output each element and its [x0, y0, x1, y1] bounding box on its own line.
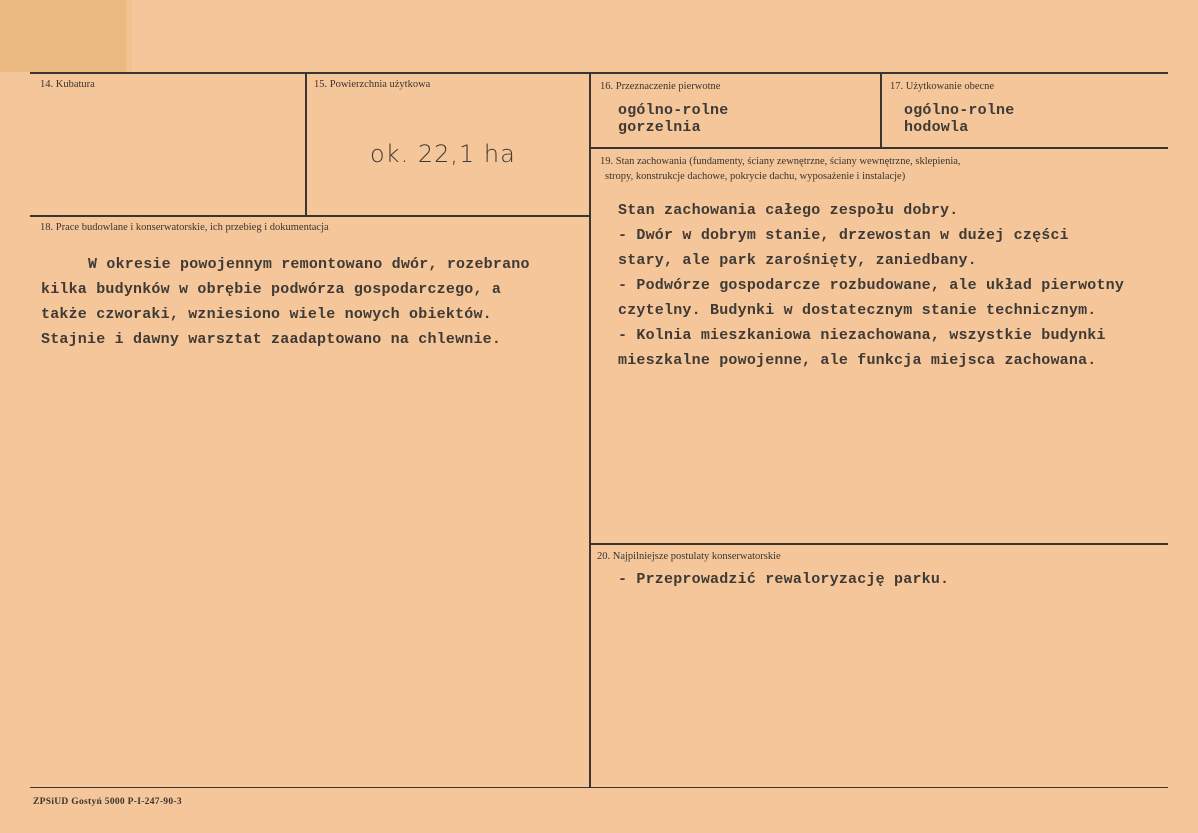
field-17-label: 17. Użytkowanie obecne	[890, 81, 995, 92]
field-19-line-1: Stan zachowania całego zespołu dobry.	[618, 202, 959, 219]
field-18-line-4: Stajnie i dawny warsztat zaadaptowano na chlewnie.	[41, 331, 502, 348]
field-20-line-1: - Przeprowadzić rewaloryzację parku.	[618, 571, 950, 588]
field-17-line-1: ogólno-rolne	[904, 102, 1015, 119]
rule-bottom	[30, 787, 1168, 788]
field-15-label: 15. Powierzchnia użytkowa	[314, 79, 431, 90]
field-19-label-line-2: stropy, konstrukcje dachowe, pokrycie dachu, wyposażenie i instalacje)	[605, 171, 906, 182]
field-20-label: 20. Najpilniejsze postulaty konserwatorskie	[597, 551, 781, 562]
field-19-label-line-1: 19. Stan zachowania (fundamenty, ściany zewnętrzne, ściany wewnętrzne, sklepienia,	[600, 156, 961, 167]
rule-14-18	[30, 215, 590, 217]
rule-19-20	[591, 543, 1168, 545]
field-18-line-1: W okresie powojennym remontowano dwór, rozebrano	[88, 256, 530, 273]
field-19-line-7: mieszkalne powojenne, ale funkcja miejsca zachowana.	[618, 352, 1097, 369]
field-16-line-2: gorzelnia	[618, 119, 701, 136]
field-19-line-6: - Kolnia mieszkaniowa niezachowana, wszystkie budynki	[618, 327, 1106, 344]
field-15-handwritten-value: ok. 22,1 ha	[370, 140, 516, 168]
field-19-line-4: - Podwórze gospodarcze rozbudowane, ale układ pierwotny	[618, 277, 1125, 294]
field-18-label: 18. Prace budowlane i konserwatorskie, ich przebieg i dokumentacja	[40, 222, 329, 233]
rule-v-center	[589, 72, 591, 788]
field-18-line-2: kilka budynków w obrębie podwórza gospodarczego, a	[41, 281, 502, 298]
print-imprint: ZPSiUD Gostyń 5000 P-I-247-90-3	[33, 797, 182, 807]
field-16-line-1: ogólno-rolne	[618, 102, 729, 119]
rule-16-19	[591, 147, 1168, 149]
field-14-label: 14. Kubatura	[40, 79, 95, 90]
paper-tab	[0, 0, 126, 72]
field-16-label: 16. Przeznaczenie pierwotne	[600, 81, 721, 92]
paper-tab-edge	[126, 0, 132, 72]
field-19-line-5: czytelny. Budynki w dostatecznym stanie technicznym.	[618, 302, 1097, 319]
field-17-line-2: hodowla	[904, 119, 969, 136]
rule-v-14-15	[305, 72, 307, 216]
rule-v-16-17	[880, 72, 882, 148]
field-18-line-3: także czworaki, wzniesiono wiele nowych obiektów.	[41, 306, 492, 323]
field-19-line-3: stary, ale park zarośnięty, zaniedbany.	[618, 252, 977, 269]
field-19-line-2: - Dwór w dobrym stanie, drzewostan w dużej części	[618, 227, 1069, 244]
rule-top	[30, 72, 1168, 74]
